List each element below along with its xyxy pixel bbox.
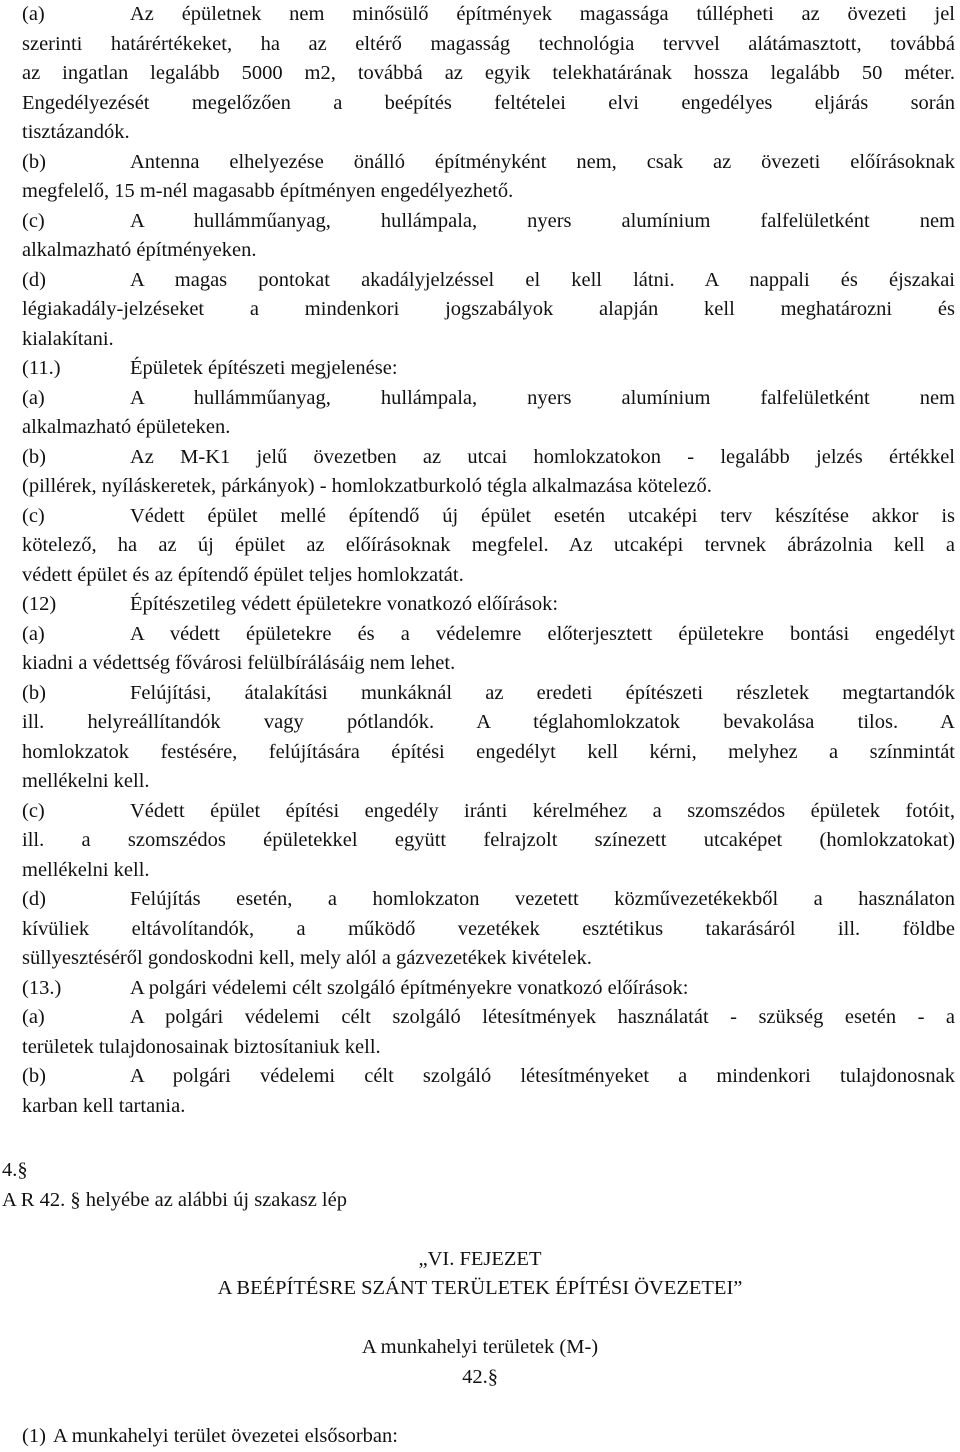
section-title: A munkahelyi területek (M-) (361, 1336, 599, 1358)
line-text: A magas pontokat akadályjelzéssel el kell látni. A nappali és éjszakai (130, 268, 955, 291)
text-line (22, 266, 955, 296)
line-text: tisztázandók. (22, 121, 130, 143)
line-text: süllyesztéséről gondoskodni kell, mely alól a gázvezetékek kivételek. (22, 947, 592, 969)
line-text: Védett épület mellé építendő új épület esetén utcaképi terv készítése akkor is (130, 504, 955, 527)
paragraph (22, 0, 955, 148)
section-sign: § (17, 1159, 28, 1181)
text-line (22, 856, 955, 886)
line-text: Felújítás esetén, a homlokzaton vezetett közművezetékekből a használaton (130, 888, 955, 910)
text-line (22, 767, 955, 797)
paragraph (22, 207, 955, 266)
line-text: kötelező, ha az új épület az előírásoknak megfelel. Az utcaképi tervnek ábrázolnia kell a (22, 534, 955, 556)
text-line (22, 89, 955, 119)
line-text: kívüliek eltávolítandók, a működő vezetékek esztétikus takarásáról ill. földbe (22, 917, 955, 940)
text-line (22, 826, 955, 856)
line-text: A védett épületekre és a védelemre előterjesztett épületekre bontási engedélyt (130, 622, 955, 645)
amendment-line: A R 42. § helyébe az alábbi új szakasz lép (2, 1189, 347, 1211)
item-label: (11.) (22, 357, 61, 379)
line-text: Antenna elhelyezése önálló építményként nem, csak az övezeti előírásoknak (130, 150, 955, 173)
item-label: (12) (22, 593, 57, 615)
line-text: védett épület és az építendő épület teljes homlokzatát. (22, 563, 464, 586)
item-label: (a) (22, 622, 45, 645)
text-line (22, 1092, 955, 1122)
item-label: (c) (22, 209, 45, 232)
text-line (22, 797, 955, 827)
paragraph (22, 679, 955, 797)
text-line (22, 354, 955, 384)
chapter-title: „VI. FEJEZET (418, 1248, 542, 1270)
line-text: kialakítani. (22, 327, 114, 350)
text-line (22, 236, 955, 266)
text-line (22, 944, 955, 974)
text-line (22, 649, 955, 679)
paragraph (22, 502, 955, 591)
text-line (22, 295, 955, 325)
text-line (22, 561, 955, 591)
line-text: Engedélyezését megelőzően a beépítés feltételei elvi engedélyes eljárás során (22, 91, 955, 114)
text-line (22, 30, 955, 60)
text-line (22, 413, 955, 443)
paragraph (22, 443, 955, 502)
last-item (22, 1422, 955, 1452)
chapter-subtitle: A BEÉPÍTÉSRE SZÁNT TERÜLETEK ÉPÍTÉSI ÖVEZETEI” (217, 1277, 743, 1299)
item-label: (a) (22, 3, 45, 25)
text-line (22, 148, 955, 178)
item-label: (a) (22, 386, 45, 409)
line-text: szerinti határértékeket, ha az eltérő magasság technológia tervvel alátámasztott, továbbá (22, 32, 955, 55)
item-label: (b) (22, 681, 46, 704)
text-line (22, 738, 955, 768)
paragraph (22, 620, 955, 679)
line-text: homlokzatok festésére, felújítására építési engedélyt kell kérni, melyhez a színmintát (22, 740, 955, 763)
paragraph (22, 1062, 955, 1121)
text-line (22, 974, 955, 1004)
text-line (22, 472, 955, 502)
item-label: (b) (22, 445, 46, 468)
text-line (22, 1062, 955, 1092)
line-text: mellékelni kell. (22, 858, 150, 881)
line-text: ill. helyreállítandók vagy pótlandók. A téglahomlokzatok bevakolása tilos. A (22, 711, 955, 733)
paragraph (22, 974, 955, 1004)
amendment-number-text: 4. (2, 1159, 18, 1181)
text-line (22, 207, 955, 237)
paragraph (22, 266, 955, 355)
text-line (22, 443, 955, 473)
paragraph (22, 354, 955, 384)
item-label: (1) (22, 1425, 46, 1447)
text-line (22, 531, 955, 561)
item-label: (d) (22, 888, 46, 910)
paragraph (22, 148, 955, 207)
text-line (22, 325, 955, 355)
line-text: mellékelni kell. (22, 770, 150, 792)
item-label: (c) (22, 799, 45, 822)
line-text: Felújítási, átalakítási munkáknál az eredeti építészeti részletek megtartandók (130, 681, 955, 704)
text-line (22, 590, 955, 620)
paragraph (22, 797, 955, 886)
line-text: kiadni a védettség fővárosi felülbírálásáig nem lehet. (22, 652, 456, 674)
line-text: Építészetileg védett épületekre vonatkozó előírások: (130, 593, 559, 615)
text-line (22, 177, 955, 207)
text-line (22, 1003, 955, 1033)
line-text: légiakadály-jelzéseket a mindenkori jogszabályok alapján kell meghatározni és (22, 298, 955, 320)
amendment-text (2, 1186, 935, 1216)
paragraph (22, 384, 955, 443)
line-text: A polgári védelemi célt szolgáló építményekre vonatkozó előírások: (130, 976, 689, 999)
section-number-text: 42. (462, 1366, 488, 1388)
paragraph (22, 885, 955, 974)
line-text: ill. a szomszédos épületekkel együtt felrajzolt színezett utcaképet (homlokzatokat) (22, 829, 955, 851)
paragraph (22, 590, 955, 620)
text-line (22, 59, 955, 89)
item-text: A munkahelyi terület övezetei elsősorban: (53, 1425, 398, 1447)
text-line (22, 679, 955, 709)
text-line (22, 708, 955, 738)
line-text: A polgári védelemi célt szolgáló létesítmények használatát - szükség esetén - a (130, 1006, 955, 1028)
paragraph (22, 1003, 955, 1062)
line-text: alkalmazható építményeken. (22, 239, 257, 261)
text-line (22, 915, 955, 945)
section-number (0, 1363, 960, 1393)
line-text: Az épületnek nem minősülő építmények magassága túllépheti az övezeti jel (130, 3, 955, 25)
line-text: Védett épület építési engedély iránti kérelméhez a szomszédos épületek fotóit, (130, 799, 955, 822)
line-text: Épületek építészeti megjelenése: (130, 357, 398, 379)
text-line (22, 885, 955, 915)
section-sign: § (487, 1366, 498, 1388)
item-label: (c) (22, 504, 45, 527)
line-text: az ingatlan legalább 5000 m2, továbbá az egyik telekhatárának hossza legalább 50 méter. (22, 62, 955, 84)
amendment-number (2, 1156, 955, 1186)
line-text: A hullámműanyag, hullámpala, nyers alumínium falfelületként nem (130, 209, 955, 232)
item-label: (b) (22, 150, 46, 173)
text-line (22, 384, 955, 414)
line-text: A hullámműanyag, hullámpala, nyers alumínium falfelületként nem (130, 386, 955, 409)
item-label: (b) (22, 1065, 46, 1087)
item-label: (d) (22, 268, 46, 291)
line-text: megfelelő, 15 m-nél magasabb építményen engedélyezhető. (22, 180, 514, 202)
line-text: A polgári védelemi célt szolgáló létesítményeket a mindenkori tulajdonosnak (130, 1065, 955, 1087)
line-text: karban kell tartania. (22, 1094, 186, 1117)
item-label: (a) (22, 1006, 45, 1028)
text-line (22, 1033, 955, 1063)
text-line (22, 118, 955, 148)
line-text: (pillérek, nyíláskeretek, párkányok) - homlokzatburkoló tégla alkalmazása kötelező. (22, 475, 712, 497)
line-text: alkalmazható épületeken. (22, 416, 231, 438)
item-label: (13.) (22, 976, 62, 999)
line-text: területek tulajdonosainak biztosítaniuk kell. (22, 1035, 381, 1058)
line-text: Az M-K1 jelű övezetben az utcai homlokzatokon - legalább jelzés értékkel (130, 445, 955, 468)
text-line (22, 620, 955, 650)
text-line (22, 0, 955, 30)
text-line (22, 502, 955, 532)
